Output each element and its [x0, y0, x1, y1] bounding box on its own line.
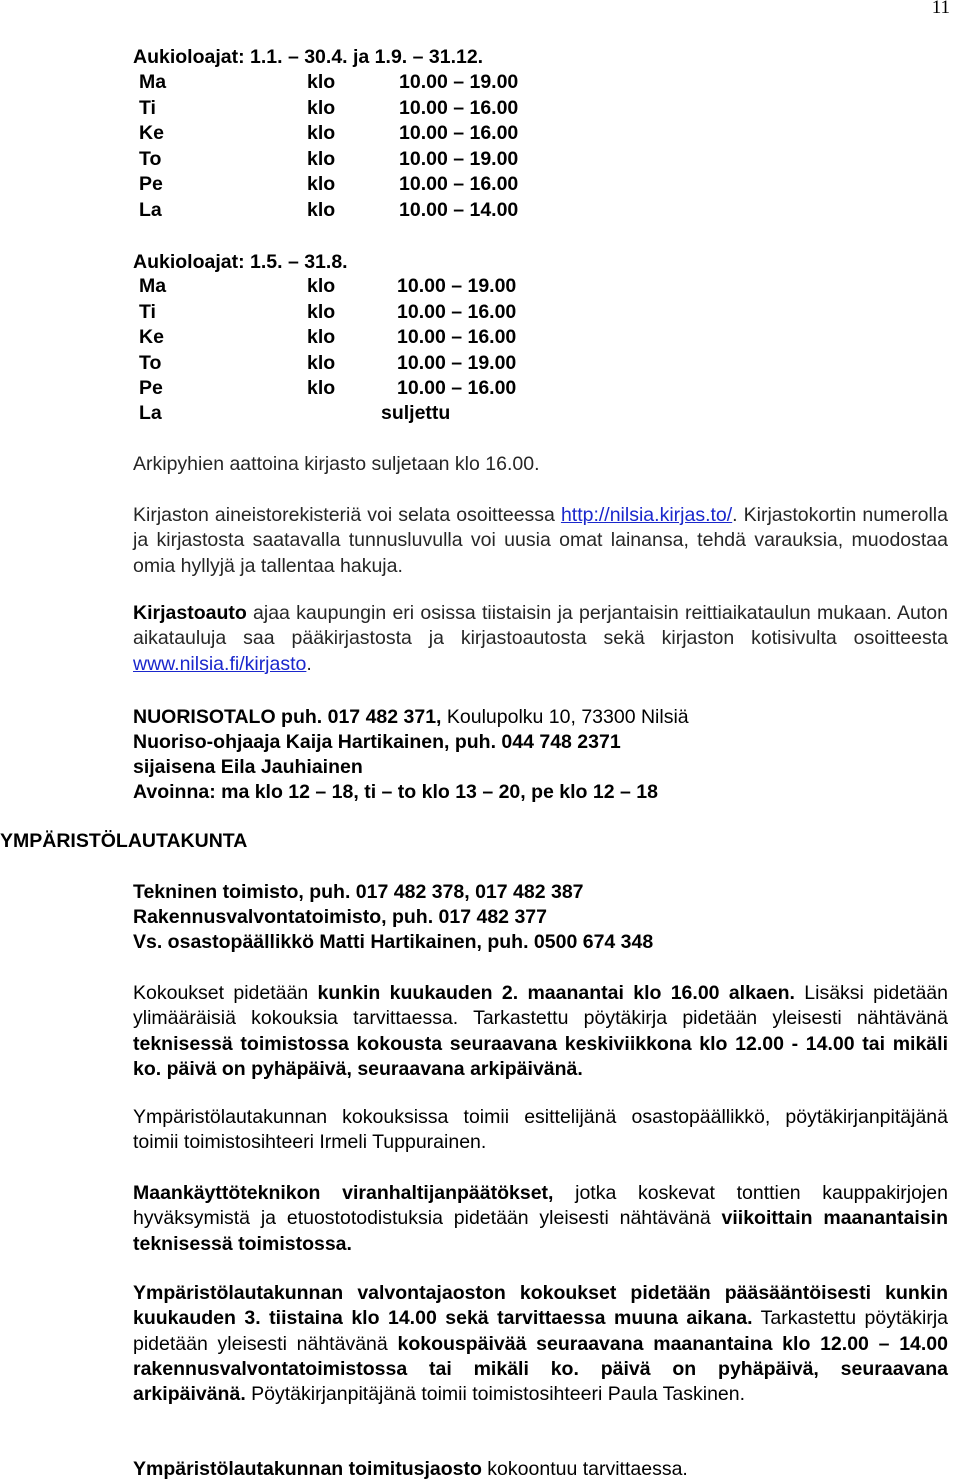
- hours-day: To: [139, 147, 162, 170]
- hours-day: Ma: [139, 71, 167, 93]
- hours-summer-title: Aukioloajat: 1.5. – 31.8.: [133, 251, 348, 273]
- bus-end: .: [306, 652, 312, 675]
- hours-klo: klo: [307, 300, 336, 323]
- meetings-a: Kokoukset pidetään: [133, 982, 318, 1004]
- hours-time: 10.00 – 19.00: [399, 71, 519, 93]
- hours-row: [0, 351, 600, 375]
- holiday-note: Arkipyhien aattoina kirjasto suljetaan klo 16.00.: [133, 453, 540, 475]
- hours-row: [0, 121, 600, 145]
- hours-closed: suljettu: [381, 402, 451, 424]
- hours-day: Pe: [139, 377, 163, 399]
- hours-time: 10.00 – 16.00: [397, 326, 517, 348]
- hours-row: [0, 70, 600, 94]
- hours-time: 10.00 – 19.00: [397, 275, 517, 297]
- supervision-paragraph: [133, 1281, 948, 1407]
- hours-day: Ma: [139, 275, 167, 297]
- presenter-paragraph: Ympäristölautakunnan kokouksissa toimii esittelijänä osastopäällikkö, pöytäkirjanpitäjänä toimii toimistosihteeri Irmeli Tuppurainen.: [133, 1106, 948, 1154]
- hours-day: Ti: [139, 96, 156, 119]
- page-number: 11: [931, 0, 950, 18]
- hours-klo: klo: [307, 122, 336, 144]
- hours-time: 10.00 – 16.00: [399, 122, 519, 144]
- executive-line: [133, 1457, 688, 1481]
- youth-line-4: Avoinna: ma klo 12 – 18, ti – to klo 13 – 20, pe klo 12 – 18: [133, 781, 658, 803]
- youth-name-phone: NUORISOTALO puh. 017 482 371,: [133, 706, 442, 728]
- meetings-c: Lisäksi pidetään ylimääräisiä kokouksia tarvittaessa. Tarkastettu pöytäkirja pidetään yleisesti nähtävänä: [133, 982, 948, 1030]
- library-website-link[interactable]: www.nilsia.fi/kirjasto: [133, 652, 307, 675]
- env-contact-3: Vs. osastopäällikkö Matti Hartikainen, puh. 0500 674 348: [133, 931, 654, 953]
- hours-day: Ti: [139, 300, 156, 323]
- bus-paragraph: [133, 601, 948, 677]
- youth-line-2: Nuoriso-ohjaaja Kaija Hartikainen, puh. 044 748 2371: [133, 731, 621, 753]
- meetings-d: teknisessä toimistossa kokousta seuraavana keskiviikkona klo 12.00 - 14.00 tai mikäli ko. päivä on pyhäpäivä, seuraavana arkipäivänä.: [133, 1032, 948, 1080]
- executive-b: kokoontuu tarvittaessa.: [481, 1458, 688, 1480]
- hours-winter-title: Aukioloajat: 1.1. – 30.4. ja 1.9. – 31.12.: [133, 46, 484, 68]
- hours-row: [0, 300, 600, 324]
- hours-day: Ke: [139, 326, 164, 348]
- hours-klo: klo: [307, 198, 336, 221]
- hours-time: 10.00 – 19.00: [397, 351, 517, 374]
- hours-klo: klo: [307, 96, 336, 119]
- hours-row: [0, 325, 600, 349]
- supervision-b: Tarkastettu pöytäkirja pidetään yleisesti nähtävänä: [133, 1307, 948, 1355]
- catalog-paragraph: [133, 503, 948, 579]
- hours-time: 10.00 – 16.00: [399, 173, 519, 195]
- meetings-paragraph: [133, 981, 948, 1082]
- surveyor-paragraph: [133, 1181, 948, 1257]
- hours-time: 10.00 – 19.00: [399, 147, 519, 170]
- hours-day: La: [139, 402, 162, 424]
- supervision-a: Ympäristölautakunnan valvontajaoston kokoukset pidetään pääsääntöisesti kunkin kuukauden 3. tiistaina klo 14.00 sekä tarvittaessa muuna aikana.: [133, 1282, 948, 1330]
- bus-text: ajaa kaupungin eri osissa tiistaisin ja perjantaisin reittiaikataulun mukaan. Auton aikatauluja saa pääkirjastosta ja kirjastoautosta sekä kirjaston kotisivulta osoitteesta: [133, 602, 948, 650]
- executive-a: Ympäristölautakunnan toimitusjaosto: [133, 1458, 482, 1480]
- bus-label: Kirjastoauto: [133, 602, 247, 624]
- hours-day: La: [139, 198, 162, 221]
- youth-line-1: [133, 705, 689, 729]
- env-contact-2: Rakennusvalvontatoimisto, puh. 017 482 377: [133, 906, 547, 928]
- catalog-end: .: [732, 504, 738, 526]
- hours-row: [0, 96, 600, 120]
- surveyor-b: jotka koskevat tonttien kauppakirjojen hyväksymistä ja etuostotodistuksia pidetään yleisesti nähtävänä: [133, 1182, 948, 1230]
- hours-klo: klo: [307, 173, 336, 195]
- hours-row: [0, 376, 600, 400]
- youth-address: Koulupolku 10, 73300 Nilsiä: [441, 706, 689, 728]
- section-heading: YMPÄRISTÖLAUTAKUNTA: [0, 830, 248, 852]
- hours-row: [0, 401, 600, 425]
- hours-klo: klo: [307, 71, 336, 93]
- env-contact-1: Tekninen toimisto, puh. 017 482 378, 017 482 387: [133, 881, 584, 903]
- hours-klo: klo: [307, 275, 336, 297]
- hours-klo: klo: [307, 351, 336, 374]
- card-text: Kirjastokortin numerolla ja kirjastosta saatavalla tunnusluvulla voi uusia omat lainansa, tehdä varauksia, muodostaa omia hyllyjä ja tallentaa hakuja.: [133, 504, 948, 577]
- hours-row: [0, 198, 600, 222]
- hours-time: 10.00 – 14.00: [399, 198, 519, 221]
- hours-time: 10.00 – 16.00: [399, 96, 519, 119]
- hours-klo: klo: [307, 147, 336, 170]
- hours-day: Ke: [139, 122, 164, 144]
- hours-klo: klo: [307, 326, 336, 348]
- supervision-d: Pöytäkirjanpitäjänä toimii toimistosihteeri Paula Taskinen.: [245, 1383, 746, 1406]
- supervision-c: kokouspäivää seuraavana maanantaina klo 12.00 – 14.00 rakennusvalvontatoimistossa tai mikäli ko. päivä on pyhäpäivä, seuraavana arkipäivänä.: [133, 1332, 948, 1406]
- hours-row: [0, 172, 600, 196]
- catalog-link[interactable]: http://nilsia.kirjas.to/: [560, 504, 733, 526]
- meetings-b: kunkin kuukauden 2. maanantai klo 16.00 alkaen.: [317, 982, 795, 1004]
- surveyor-c: viikoittain maanantaisin teknisessä toimistossa.: [133, 1207, 948, 1255]
- youth-line-3: sijaisena Eila Jauhiainen: [133, 756, 363, 778]
- catalog-text: Kirjaston aineistorekisteriä voi selata osoitteessa: [133, 504, 561, 526]
- hours-row: [0, 147, 600, 171]
- hours-day: To: [139, 351, 162, 374]
- hours-time: 10.00 – 16.00: [397, 300, 517, 323]
- hours-time: 10.00 – 16.00: [397, 377, 517, 399]
- hours-day: Pe: [139, 173, 163, 195]
- hours-klo: klo: [307, 377, 336, 399]
- surveyor-a: Maankäyttöteknikon viranhaltijanpäätökset,: [133, 1182, 554, 1204]
- hours-row: [0, 274, 600, 298]
